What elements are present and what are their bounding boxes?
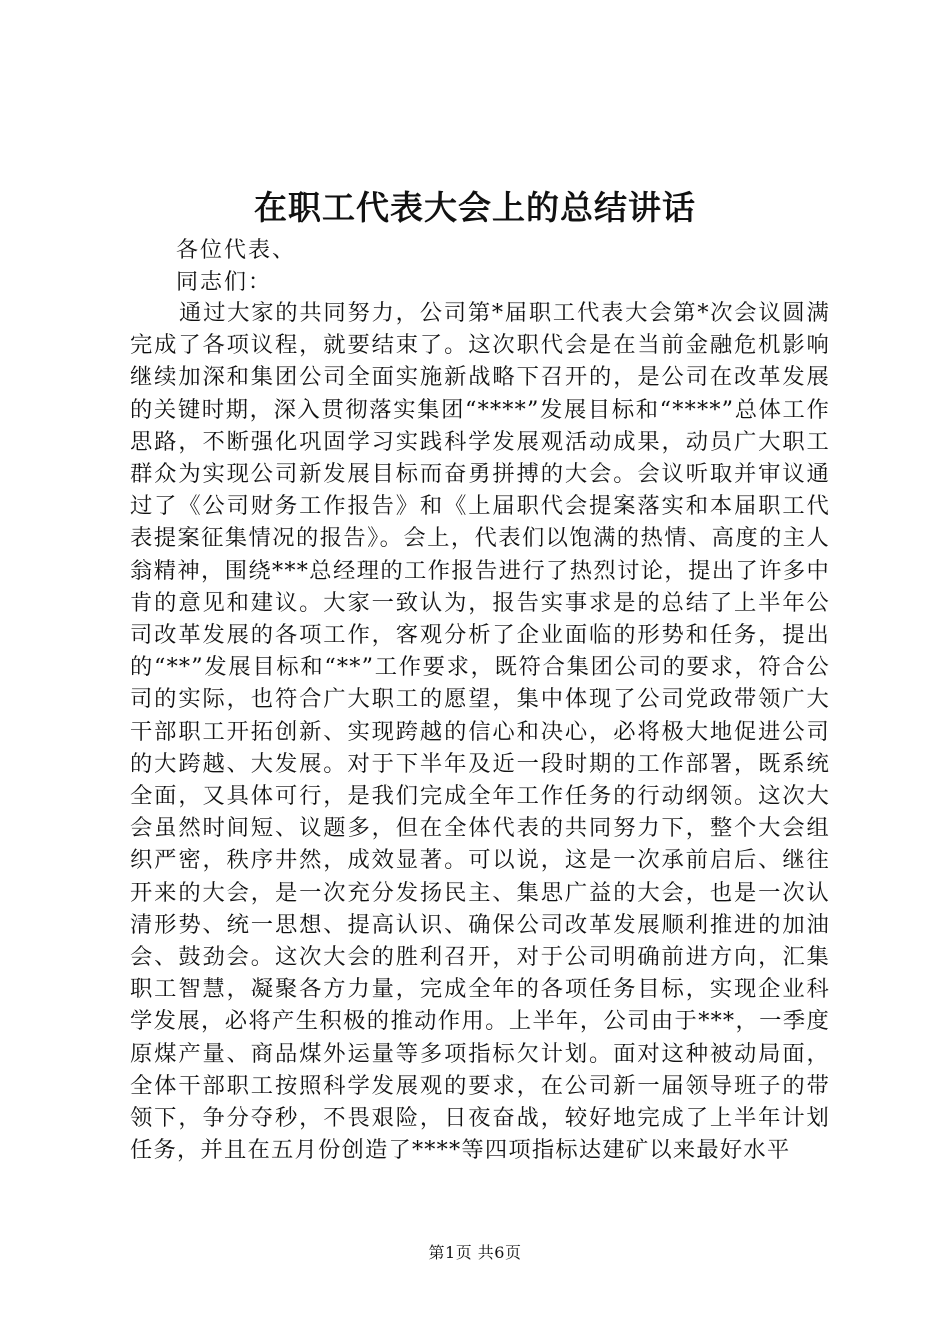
salutation-line-1: 各位代表、: [176, 238, 297, 263]
body-paragraph: 通过大家的共同努力，公司第*届职工代表大会第*次会议圆满完成了各项议程，就要结束了。这次职代会是在当前金融危机影响继续加深和集团公司全面实施新战略下召开的，是公司在改革发展的关键时期，深入贯彻落实集团“****”发展目标和“****”总体工作思路，不断强化巩固学习实践科学发展观活动成果，动员广大职工群众为实现公司新发展目标而奋勇拼搏的大会。会议听取并审议通过了《公司财务工作报告》和《上届职代会提案落实和本届职工代表提案征集情况的报告》。会上，代表们以饱满的热情、高度的主人翁精神，围绕***总经理的工作报告进行了热烈讨论，提出了许多中肯的意见和建议。大家一致认为，报告实事求是的总结了上半年公司改革发展的各项工作，客观分析了企业面临的形势和任务，提出的“**”发展目标和“**”工作要求，既符合集团公司的要求，符合公司的实际，也符合广大职工的愿望，集中体现了公司党政带领广大干部职工开拓创新、实现跨越的信心和决心，必将极大地促进公司的大跨越、大发展。对于下半年及近一段时期的工作部署，既系统全面，又具体可行，是我们完成全年工作任务的行动纲领。这次大会虽然时间短、议题多，但在全体代表的共同努力下，整个大会组织严密，秩序井然，成效显著。可以说，这是一次承前启后、继往开来的大会，是一次充分发扬民主、集思广益的大会，也是一次认清形势、统一思想、提高认识、确保公司改革发展顺利推进的加油会、鼓劲会。这次大会的胜利召开，对于公司明确前进方向，汇集职工智慧，凝聚各方力量，完成全年的各项任务目标，实现企业科学发展，必将产生积极的推动作用。上半年，公司由于***，一季度原煤产量、商品煤外运量等多项指标欠计划。面对这种被动局面，全体干部职工按照科学发展观的要求，在公司新一届领导班子的带领下，争分夺秒，不畏艰险，日夜奋战，较好地完成了上半年计划任务，并且在五月份创造了****等四项指标达建矿以来最好水平: [130, 300, 830, 1164]
page-number-footer: 第1页 共6页: [428, 1243, 522, 1262]
document-title: 在职工代表大会上的总结讲话: [254, 188, 696, 227]
salutation-line-2: 同志们：: [176, 270, 273, 295]
